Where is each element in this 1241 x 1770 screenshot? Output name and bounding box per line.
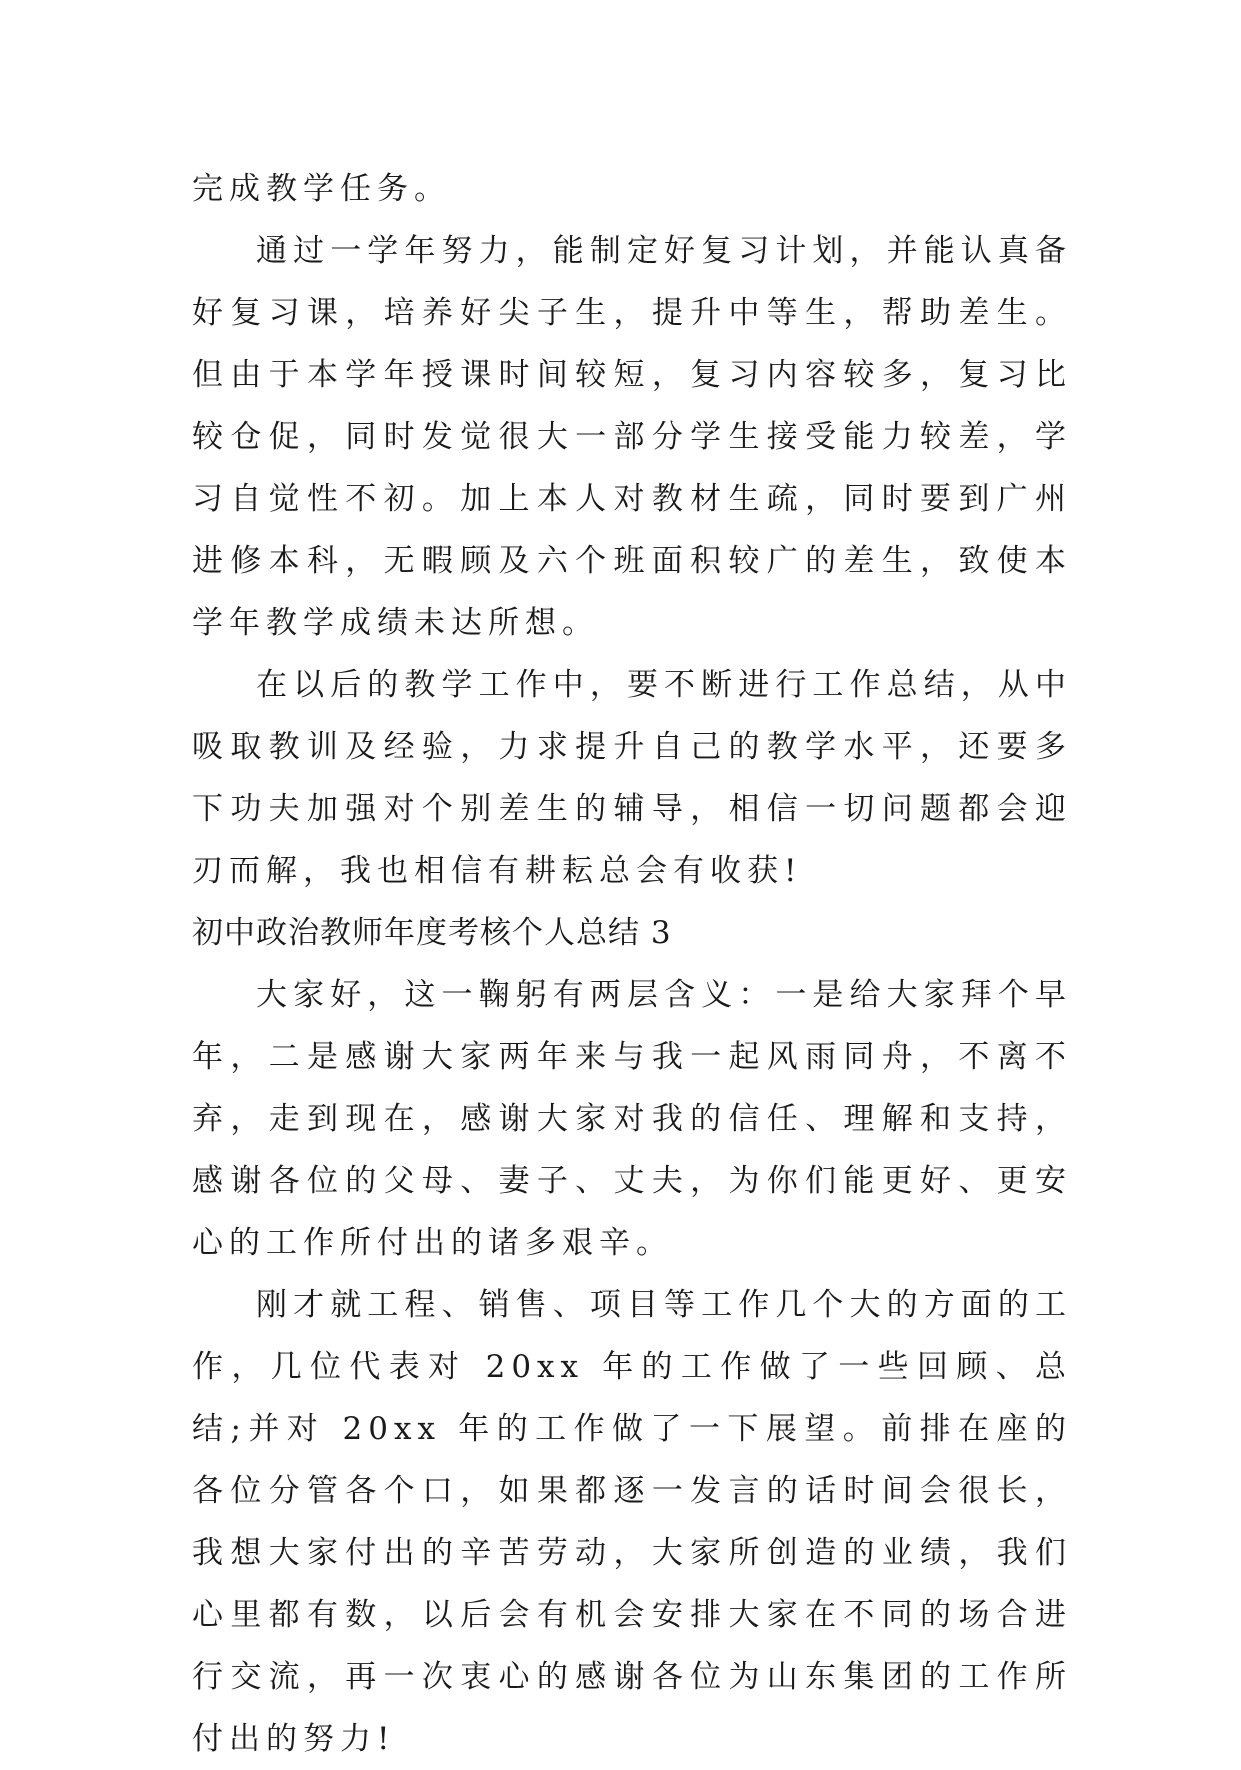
paragraph-future-plan: 在以后的教学工作中，要不断进行工作总结，从中吸取教训及经验，力求提升自己的教学水平，还要多下功夫加强对个别差生的辅导，相信一切问题都会迎刃而解，我也相信有耕耘总会有收获! [192, 667, 1072, 889]
section-heading: 初中政治教师年度考核个人总结 3 [192, 915, 672, 951]
paragraph-review: 通过一学年努力，能制定好复习计划，并能认真备好复习课，培养好尖子生，提升中等生，帮助差生。但由于本学年授课时间较短，复习内容较多，复习比较仓促，同时发觉很大一部分学生接受能力较差，学习自觉性不初。加上本人对教材生疏，同时要到广州进修本科，无暇顾及六个班面积较广的差生，致使本学年教学成绩未达所想。 [192, 233, 1072, 641]
document-body [192, 158, 1072, 1770]
paragraph-continuation: 完成教学任务。 [192, 171, 451, 207]
paragraph-greeting: 大家好，这一鞠躬有两层含义：一是给大家拜个早年，二是感谢大家两年来与我一起风雨同舟，不离不弃，走到现在，感谢大家对我的信任、理解和支持，感谢各位的父母、妻子、丈夫，为你们能更好、更安心的工作所付出的诸多艰辛。 [192, 977, 1072, 1261]
paragraph-work-summary: 刚才就工程、销售、项目等工作几个大的方面的工作，几位代表对 20xx 年的工作做了一些回顾、总结;并对 20xx 年的工作做了一下展望。前排在座的各位分管各个口，如果都逐一发言的话时间会很长，我想大家付出的辛苦劳动，大家所创造的业绩，我们心里都有数，以后会有机会安排大家在不同的场合进行交流，再一次衷心的感谢各位为山东集团的工作所付出的努力! [192, 1287, 1072, 1757]
